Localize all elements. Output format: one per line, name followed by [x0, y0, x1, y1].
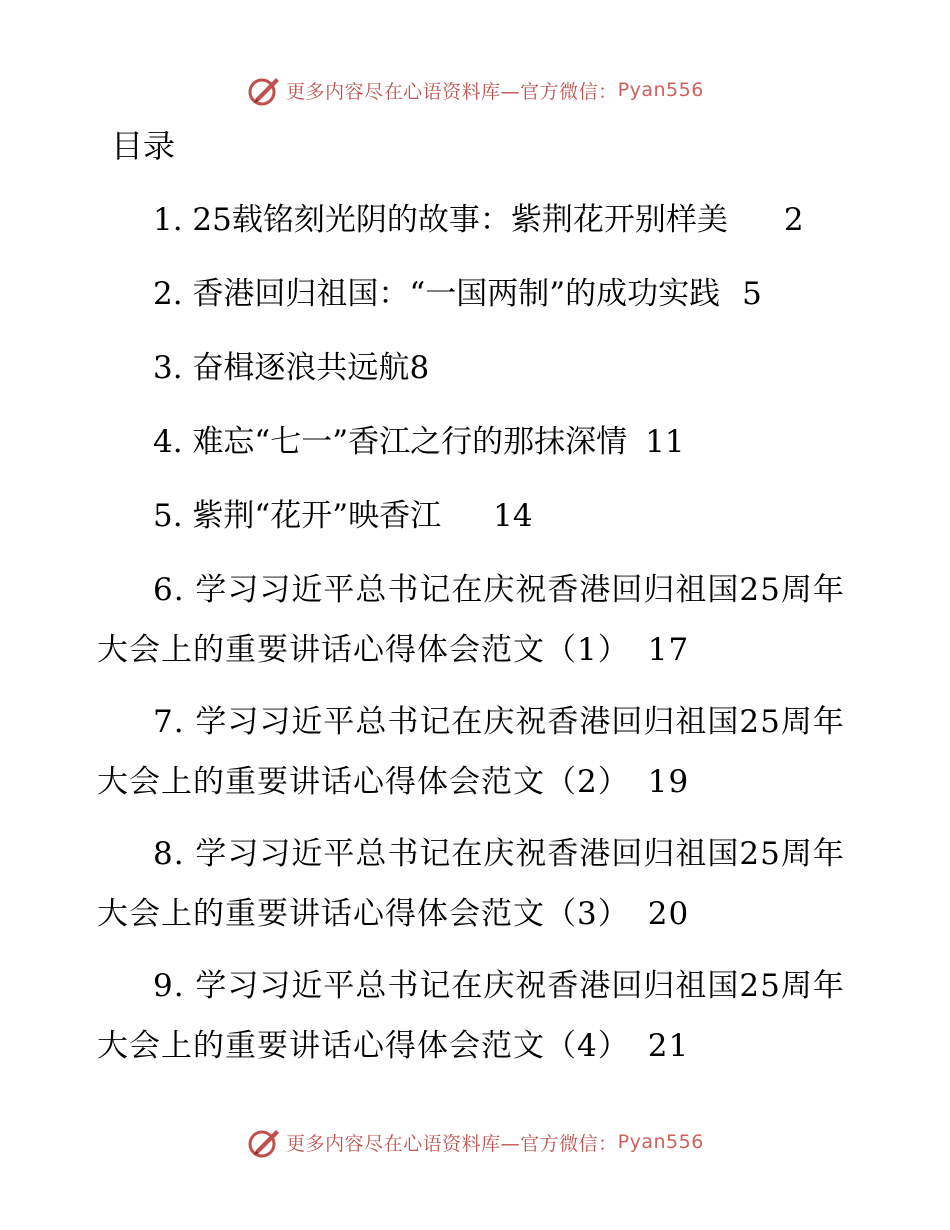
- toc-entry-page: 20: [647, 896, 690, 932]
- watermark-handle: Pyan556: [617, 79, 704, 101]
- toc-entry-page: 5: [742, 276, 762, 312]
- header-watermark: [0, 72, 950, 108]
- toc-entry-label: 2. 香港回归祖国：“一国两制”的成功实践: [153, 276, 721, 312]
- watermark-handle: Pyan556: [617, 1131, 704, 1153]
- toc-entry-label: 7. 学习习近平总书记在庆祝香港回归祖国25周年大会上的重要讲话心得体会范文（2）: [97, 704, 845, 800]
- toc-entry[interactable]: [97, 956, 857, 1088]
- toc-entry-page: 8: [409, 350, 430, 386]
- pen-logo-icon: [246, 72, 282, 108]
- toc-entry-label: 4. 难忘“七一”香江之行的那抹深情: [153, 424, 628, 460]
- toc-entry-page: 14: [493, 498, 533, 534]
- toc-entry[interactable]: [97, 412, 857, 486]
- toc-entry[interactable]: [97, 486, 857, 560]
- pen-logo-icon: [246, 1124, 282, 1160]
- watermark-text: 更多内容尽在心语资料库—官方微信：: [286, 1132, 618, 1155]
- toc-entry-page: 11: [645, 424, 685, 460]
- toc-title: 目录: [111, 127, 176, 165]
- toc-entry-label: 8. 学习习近平总书记在庆祝香港回归祖国25周年大会上的重要讲话心得体会范文（3）: [97, 836, 845, 932]
- toc-entry-label: 6. 学习习近平总书记在庆祝香港回归祖国25周年大会上的重要讲话心得体会范文（1）: [97, 572, 845, 668]
- toc-entry-page: 21: [647, 1028, 690, 1064]
- toc-entry[interactable]: [97, 264, 857, 338]
- toc-entry[interactable]: [97, 692, 857, 824]
- toc-entry-page: 19: [647, 764, 690, 800]
- toc-entry-label: 3. 奋楫逐浪共远航: [153, 350, 410, 386]
- footer-watermark: [0, 1124, 950, 1160]
- watermark-text: 更多内容尽在心语资料库—官方微信：: [286, 80, 618, 103]
- toc-entry[interactable]: [97, 338, 857, 412]
- toc-entry[interactable]: [97, 190, 857, 264]
- toc-entry[interactable]: [97, 560, 857, 692]
- toc-entry-page: 2: [783, 202, 804, 238]
- toc-entry-label: 9. 学习习近平总书记在庆祝香港回归祖国25周年大会上的重要讲话心得体会范文（4）: [97, 968, 845, 1064]
- table-of-contents: [97, 190, 857, 1088]
- toc-entry[interactable]: [97, 824, 857, 956]
- toc-entry-label: 5. 紫荆“花开”映香江: [153, 498, 442, 534]
- toc-entry-label: 1. 25载铭刻光阴的故事：紫荆花开别样美: [153, 202, 728, 238]
- toc-entry-page: 17: [647, 632, 690, 668]
